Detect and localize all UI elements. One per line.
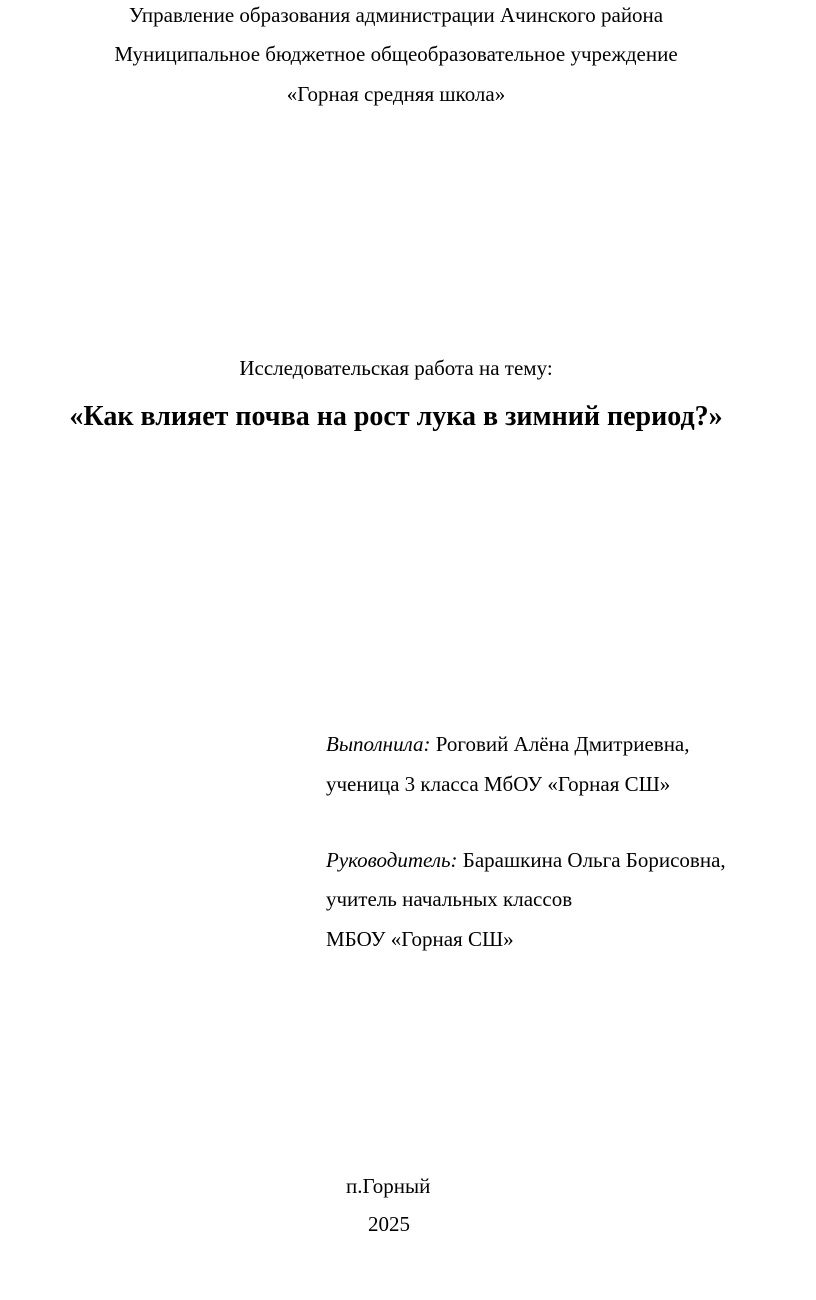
footer-place: п.Горный — [346, 1174, 431, 1198]
author-line — [326, 731, 690, 757]
supervisor-label: Руководитель: — [326, 848, 458, 872]
author-name: Роговий Алёна Дмитриевна, — [435, 732, 690, 756]
supervisor-line — [326, 847, 726, 873]
author-detail: ученица 3 класса МбОУ «Горная СШ» — [326, 772, 671, 796]
work-subtitle: Исследовательская работа на тему: — [239, 356, 553, 380]
work-title: «Как влияет почва на рост лука в зимний период?» — [69, 401, 723, 432]
supervisor-position: учитель начальных классов — [326, 887, 573, 911]
footer-year: 2025 — [368, 1212, 410, 1236]
header-department: Управление образования администрации Ачинского района — [128, 3, 664, 27]
header-school-name: «Горная средняя школа» — [286, 82, 506, 106]
author-label: Выполнила: — [326, 732, 431, 756]
header-institution: Муниципальное бюджетное общеобразовательное учреждение — [114, 42, 678, 66]
supervisor-organization: МБОУ «Горная СШ» — [326, 927, 514, 951]
supervisor-name: Барашкина Ольга Борисовна, — [462, 848, 726, 872]
